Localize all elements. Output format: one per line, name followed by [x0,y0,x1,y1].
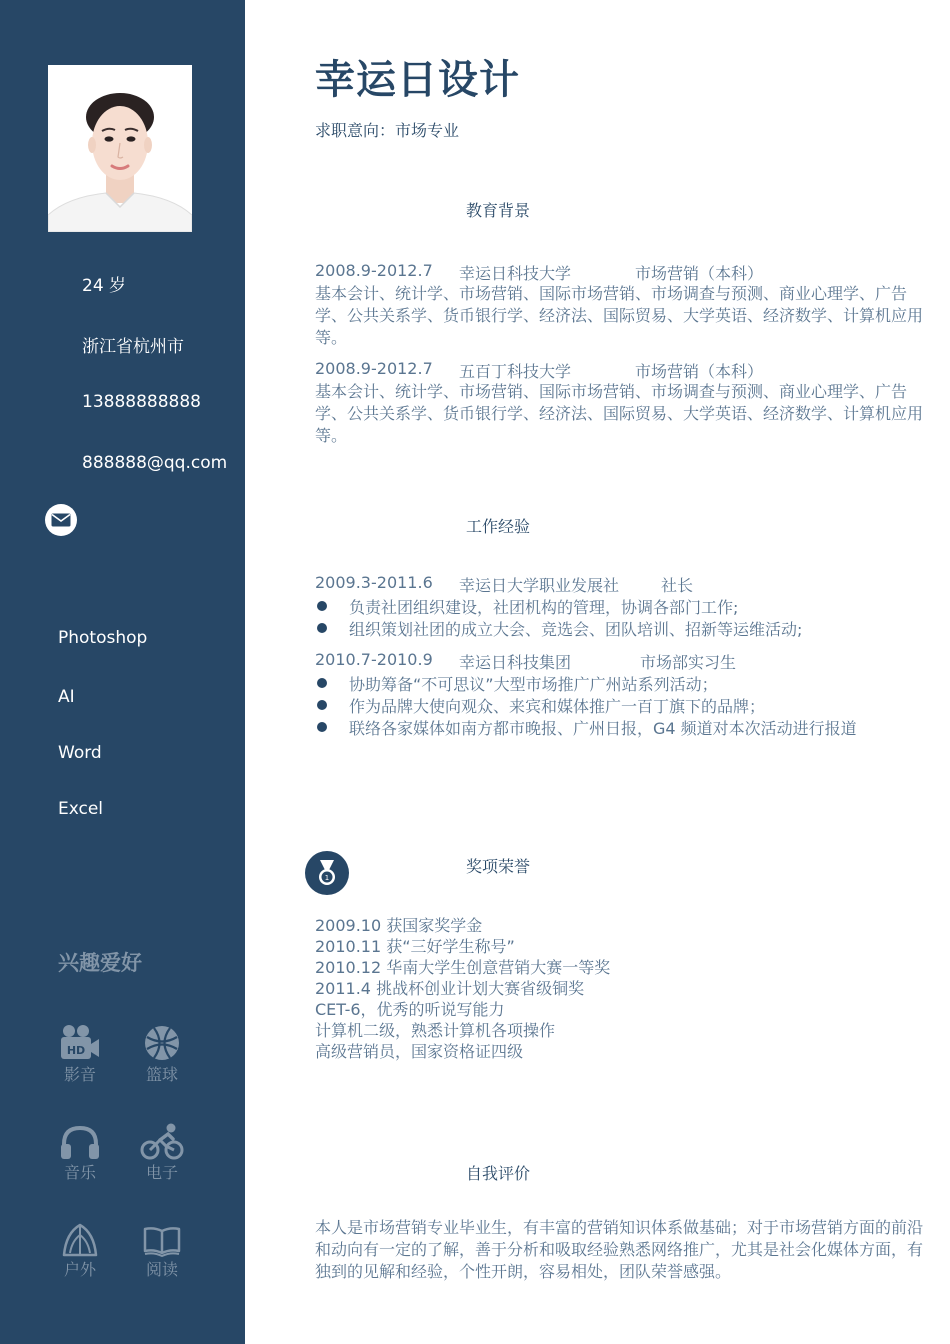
svg-text:1: 1 [324,874,330,882]
hobby-item-outdoor [50,1223,110,1280]
hobby-label: 户外 [63,1260,96,1279]
medal-icon [305,851,349,895]
bullet-dot-icon [317,601,327,611]
hobby-label: 音乐 [63,1163,96,1182]
work-date: 2010.7-2010.9 [315,650,433,669]
self-eval-title: 自我评价 [466,1164,531,1183]
job-intent-value: 市场专业 [395,121,460,140]
hobby-label: 影音 [63,1065,96,1084]
award-item: 高级营销员，国家资格证四级 [315,1042,524,1061]
hobby-label: 篮球 [145,1065,178,1084]
hd-camera-icon [50,1024,110,1062]
skill-item: AI [58,687,75,707]
education-major: 市场营销（本科） [635,362,764,381]
age-text: 24 岁 [82,276,127,296]
award-item: 2010.11 获“三好学生称号” [315,937,515,956]
hobby-item-basketball [132,1024,192,1085]
hobby-item-music [50,1124,110,1183]
work-date: 2009.3-2011.6 [315,573,433,592]
phone-text: 13888888888 [82,392,201,412]
tent-icon [50,1223,110,1257]
skill-item: Word [58,743,102,763]
work-org: 幸运日科技集团 [459,653,572,672]
award-item: CET-6，优秀的听说写能力 [315,1000,505,1019]
education-major: 市场营销（本科） [635,264,764,283]
bullet-dot-icon [317,722,327,732]
profile-photo [48,65,192,232]
hobby-item-reading [132,1225,192,1280]
education-description: 基本会计、统计学、市场营销、国际市场营销、市场调查与预测、商业心理学、广告学、公共关系学、货币银行学、经济法、国际贸易、大学英语、经济数学、计算机应用等。 [315,284,924,347]
work-title: 工作经验 [466,517,531,536]
envelope-icon [45,504,77,536]
education-school: 五百丁科技大学 [459,362,572,381]
award-item: 计算机二级，熟悉计算机各项操作 [315,1021,556,1040]
hobby-label: 阅读 [145,1260,178,1279]
headphones-icon [50,1124,110,1160]
hobby-item-video [50,1024,110,1085]
education-title: 教育背景 [466,201,531,220]
basketball-icon [132,1024,192,1062]
award-item: 2009.10 获国家奖学金 [315,916,483,935]
skill-item: Excel [58,799,104,819]
book-icon [132,1225,192,1257]
awards-title: 奖项荣誉 [466,857,531,876]
candidate-name: 幸运日设计 [315,57,520,103]
education-date: 2008.9-2012.7 [315,261,433,280]
award-item: 2011.4 挑战杯创业计划大赛省级铜奖 [315,979,585,998]
sidebar [0,0,245,1344]
education-school: 幸运日科技大学 [459,264,572,283]
self-eval-text: 本人是市场营销专业毕业生，有丰富的营销知识体系做基础；对于市场营销方面的前沿和动向有一定的了解，善于分析和吸取经验熟悉网络推广，尤其是社会化媒体方面，有独到的见解和经验，个性开朗，容易相处，团队荣誉感强。 [315,1218,924,1281]
bullet-dot-icon [317,700,327,710]
award-item: 2010.12 华南大学生创意营销大赛一等奖 [315,958,611,977]
hobbies-title: 兴趣爱好 [58,951,142,975]
work-role: 社长 [661,576,694,595]
email-text: 888888@qq.com [82,453,228,473]
location-text: 浙江省杭州市 [82,337,184,357]
cyclist-icon [132,1122,192,1160]
education-description: 基本会计、统计学、市场营销、国际市场营销、市场调查与预测、商业心理学、广告学、公共关系学、货币银行学、经济法、国际贸易、大学英语、经济数学、计算机应用等。 [315,382,924,445]
job-intent [315,118,459,141]
work-org: 幸运日大学职业发展社 [459,576,620,595]
svg-text:HD: HD [66,1044,86,1057]
skill-item: Photoshop [58,628,148,648]
bullet-dot-icon [317,678,327,688]
hobby-label: 电子 [145,1163,178,1182]
work-role: 市场部实习生 [640,653,737,672]
hobby-item-cycling [132,1122,192,1183]
bullet-dot-icon [317,623,327,633]
education-date: 2008.9-2012.7 [315,359,433,378]
job-intent-label: 求职意向： [315,121,396,140]
